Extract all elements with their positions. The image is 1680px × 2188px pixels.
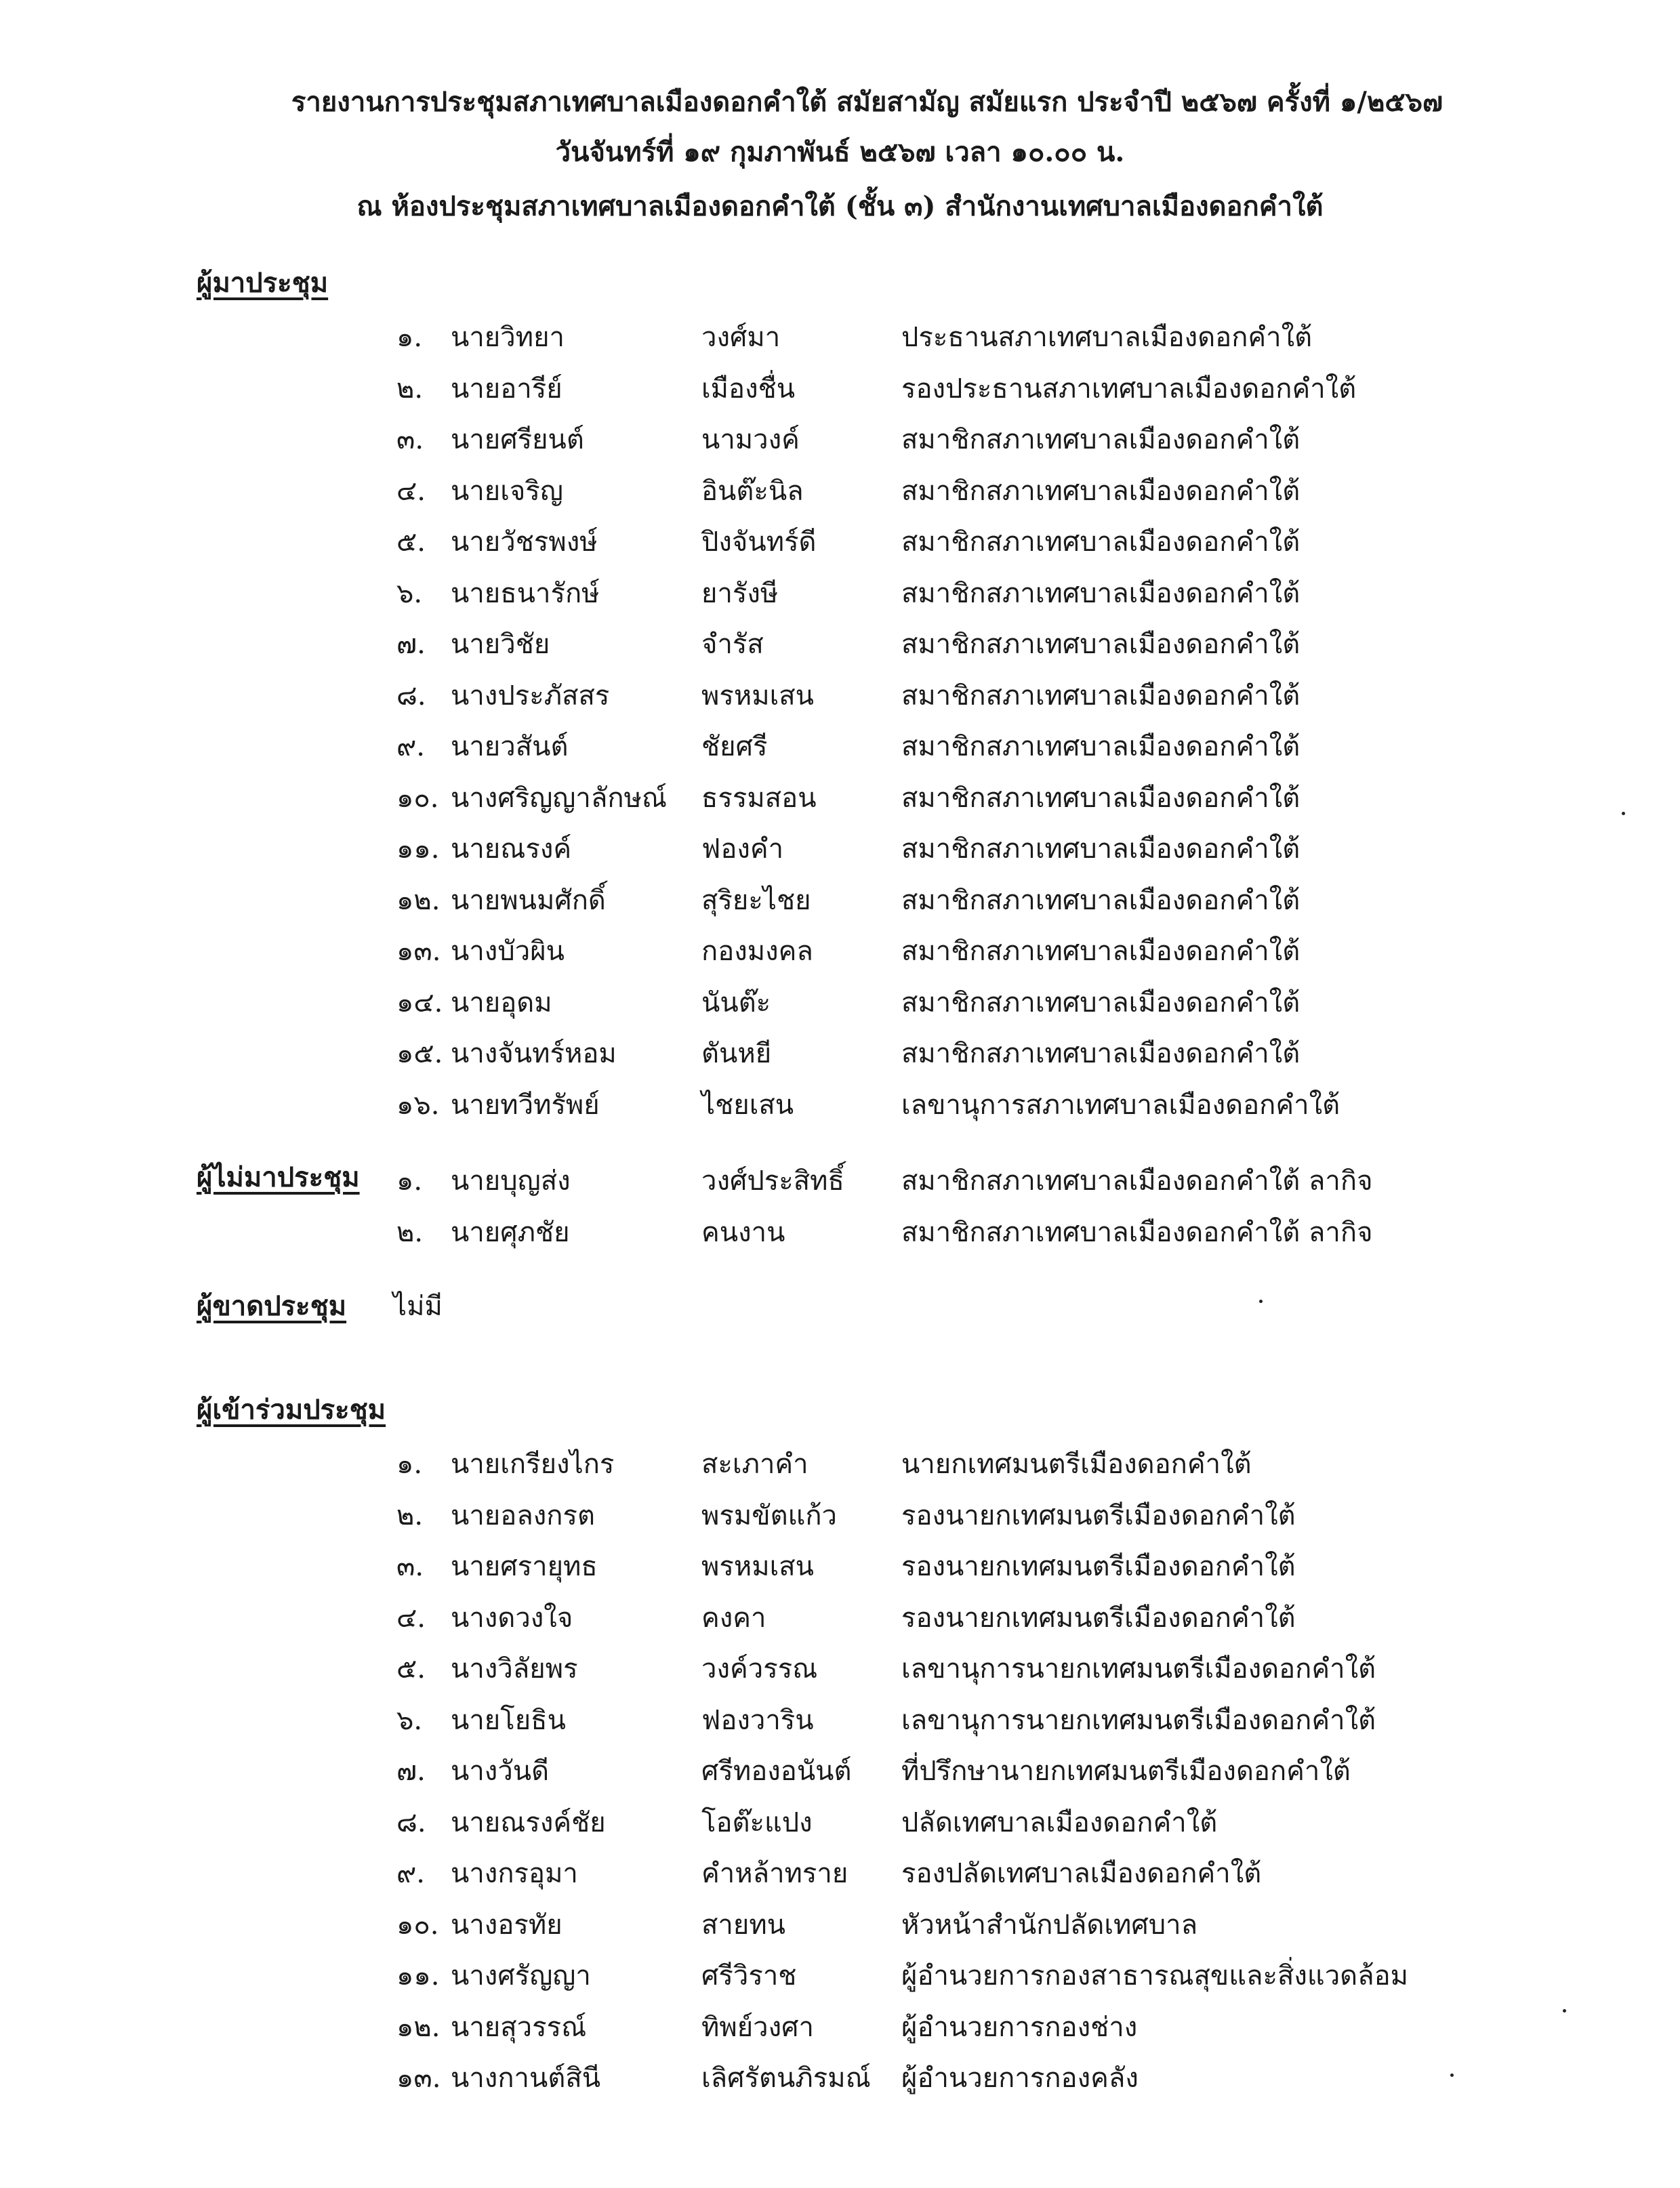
missing-value: ไม่มี bbox=[393, 1291, 443, 1322]
last-name: ทิพย์วงศา bbox=[701, 2011, 815, 2043]
first-name: นายพนมศักดิ์ bbox=[451, 884, 606, 916]
position-title: สมาชิกสภาเทศบาลเมืองดอกคำใต้ bbox=[901, 680, 1300, 711]
item-number: ๑๑. bbox=[396, 1960, 440, 1991]
position-title: สมาชิกสภาเทศบาลเมืองดอกคำใต้ bbox=[901, 629, 1300, 660]
first-name: นางศรัญญา bbox=[451, 1960, 591, 1991]
first-name: นายบุญส่ง bbox=[451, 1165, 571, 1197]
position-title: สมาชิกสภาเทศบาลเมืองดอกคำใต้ bbox=[901, 577, 1300, 609]
position-title: สมาชิกสภาเทศบาลเมืองดอกคำใต้ bbox=[901, 731, 1300, 762]
last-name: นามวงค์ bbox=[701, 424, 800, 455]
last-name: คนงาน bbox=[701, 1217, 785, 1248]
scan-speck bbox=[1450, 2073, 1454, 2077]
first-name: นายอารีย์ bbox=[451, 373, 562, 405]
position-title: นายกเทศมนตรีเมืองดอกคำใต้ bbox=[901, 1449, 1252, 1480]
first-name: นายณรงค์ชัย bbox=[451, 1807, 606, 1838]
last-name: คำหล้าทราย bbox=[701, 1858, 848, 1889]
last-name: ฟองวาริน bbox=[701, 1704, 814, 1736]
first-name: นายศรายุทธ bbox=[451, 1551, 598, 1582]
first-name: นางวันดี bbox=[451, 1756, 550, 1787]
last-name: วงค์วรรณ bbox=[701, 1653, 818, 1685]
item-number: ๑๐. bbox=[396, 1909, 439, 1941]
last-name: สะเภาคำ bbox=[701, 1449, 808, 1480]
first-name: นางดวงใจ bbox=[451, 1602, 573, 1634]
item-number: ๑. bbox=[396, 1449, 423, 1480]
position-title: สมาชิกสภาเทศบาลเมืองดอกคำใต้ bbox=[901, 1038, 1300, 1069]
item-number: ๔. bbox=[396, 1602, 426, 1634]
item-number: ๕. bbox=[396, 527, 426, 558]
position-title: เลขานุการสภาเทศบาลเมืองดอกคำใต้ bbox=[901, 1089, 1340, 1121]
item-number: ๑๒. bbox=[396, 2011, 441, 2043]
last-name: จำรัส bbox=[701, 629, 764, 660]
last-name: สุริยะไชย bbox=[701, 884, 811, 916]
last-name: สายทน bbox=[701, 1909, 786, 1941]
last-name: ปิงจันทร์ดี bbox=[701, 527, 817, 558]
first-name: นางกานต์สินี bbox=[451, 2063, 601, 2094]
position-title: สมาชิกสภาเทศบาลเมืองดอกคำใต้ bbox=[901, 884, 1300, 916]
position-title: สมาชิกสภาเทศบาลเมืองดอกคำใต้ ลากิจ bbox=[901, 1165, 1373, 1197]
position-title: สมาชิกสภาเทศบาลเมืองดอกคำใต้ ลากิจ bbox=[901, 1217, 1373, 1248]
meeting-date: วันจันทร์ที่ ๑๙ กุมภาพันธ์ ๒๕๖๗ เวลา ๑๐.๐๐ น. bbox=[555, 136, 1125, 168]
position-title: สมาชิกสภาเทศบาลเมืองดอกคำใต้ bbox=[901, 782, 1300, 814]
last-name: พรหมเสน bbox=[701, 1551, 815, 1582]
position-title: เลขานุการนายกเทศมนตรีเมืองดอกคำใต้ bbox=[901, 1704, 1376, 1736]
last-name: เมืองชื่น bbox=[701, 373, 796, 405]
last-name: อินต๊ะนิล bbox=[701, 475, 804, 507]
first-name: นายวสันต์ bbox=[451, 731, 569, 762]
item-number: ๗. bbox=[396, 629, 426, 660]
first-name: นายณรงค์ bbox=[451, 833, 572, 865]
item-number: ๔. bbox=[396, 475, 426, 507]
item-number: ๙. bbox=[396, 1858, 426, 1889]
first-name: นางประภัสสร bbox=[451, 680, 610, 711]
first-name: นายเจริญ bbox=[451, 475, 563, 507]
first-name: นายโยธิน bbox=[451, 1704, 566, 1736]
meeting-location: ณ ห้องประชุมสภาเทศบาลเมืองดอกคำใต้ (ชั้น ๓) สำนักงานเทศบาลเมืองดอกคำใต้ bbox=[356, 190, 1324, 222]
position-title: ที่ปรึกษานายกเทศมนตรีเมืองดอกคำใต้ bbox=[901, 1756, 1351, 1787]
last-name: ตันหยี bbox=[701, 1038, 772, 1069]
position-title: รองประธานสภาเทศบาลเมืองดอกคำใต้ bbox=[901, 373, 1357, 405]
last-name: โอต๊ะแปง bbox=[701, 1807, 813, 1838]
item-number: ๑๓. bbox=[396, 936, 441, 967]
first-name: นางบัวผิน bbox=[451, 936, 565, 967]
item-number: ๗. bbox=[396, 1756, 426, 1787]
position-title: ผู้อำนวยการกองคลัง bbox=[901, 2063, 1139, 2094]
first-name: นายอลงกรต bbox=[451, 1500, 595, 1531]
position-title: สมาชิกสภาเทศบาลเมืองดอกคำใต้ bbox=[901, 424, 1300, 455]
last-name: วงศ์มา bbox=[701, 322, 781, 353]
attendees-title: ผู้มาประชุม bbox=[197, 267, 329, 299]
item-number: ๑. bbox=[396, 322, 423, 353]
item-number: ๘. bbox=[396, 680, 426, 711]
last-name: เลิศรัตนภิรมณ์ bbox=[701, 2063, 871, 2094]
first-name: นายอุดม bbox=[451, 987, 552, 1018]
last-name: ฟองคำ bbox=[701, 833, 784, 865]
position-title: ประธานสภาเทศบาลเมืองดอกคำใต้ bbox=[901, 322, 1313, 353]
last-name: พรมขัตแก้ว bbox=[701, 1500, 837, 1531]
missing-title: ผู้ขาดประชุม bbox=[197, 1290, 347, 1322]
position-title: รองปลัดเทศบาลเมืองดอกคำใต้ bbox=[901, 1858, 1262, 1889]
item-number: ๑๖. bbox=[396, 1089, 440, 1121]
scan-speck bbox=[1563, 2009, 1566, 2012]
first-name: นายวิทยา bbox=[451, 322, 565, 353]
position-title: เลขานุการนายกเทศมนตรีเมืองดอกคำใต้ bbox=[901, 1653, 1376, 1685]
first-name: นายธนารักษ์ bbox=[451, 577, 600, 609]
absent-title: ผู้ไม่มาประชุม bbox=[197, 1161, 360, 1193]
last-name: ศรีทองอนันต์ bbox=[701, 1756, 852, 1787]
item-number: ๒. bbox=[396, 1500, 424, 1531]
position-title: สมาชิกสภาเทศบาลเมืองดอกคำใต้ bbox=[901, 475, 1300, 507]
last-name: นันต๊ะ bbox=[701, 987, 771, 1018]
last-name: วงศ์ประสิทธิ์ bbox=[701, 1165, 844, 1197]
first-name: นางจันทร์หอม bbox=[451, 1038, 617, 1069]
position-title: รองนายกเทศมนตรีเมืองดอกคำใต้ bbox=[901, 1500, 1296, 1531]
item-number: ๑๓. bbox=[396, 2063, 441, 2094]
first-name: นายวิชัย bbox=[451, 629, 550, 660]
last-name: ศรีวิราช bbox=[701, 1960, 797, 1991]
position-title: สมาชิกสภาเทศบาลเมืองดอกคำใต้ bbox=[901, 936, 1300, 967]
scan-speck bbox=[1622, 812, 1625, 815]
first-name: นายศรียนต์ bbox=[451, 424, 584, 455]
participants-title: ผู้เข้าร่วมประชุม bbox=[197, 1394, 386, 1426]
item-number: ๓. bbox=[396, 424, 424, 455]
item-number: ๕. bbox=[396, 1653, 426, 1685]
first-name: นางศริญญาลักษณ์ bbox=[451, 782, 668, 814]
first-name: นายทวีทรัพย์ bbox=[451, 1089, 600, 1121]
item-number: ๑๕. bbox=[396, 1038, 443, 1069]
item-number: ๑๑. bbox=[396, 833, 440, 865]
item-number: ๘. bbox=[396, 1807, 426, 1838]
item-number: ๖. bbox=[396, 577, 423, 609]
last-name: ยารังษี bbox=[701, 577, 779, 609]
position-title: รองนายกเทศมนตรีเมืองดอกคำใต้ bbox=[901, 1602, 1296, 1634]
item-number: ๑๐. bbox=[396, 782, 439, 814]
first-name: นายศุภชัย bbox=[451, 1217, 570, 1248]
first-name: นางกรอุมา bbox=[451, 1858, 578, 1889]
first-name: นายสุวรรณ์ bbox=[451, 2011, 587, 2043]
item-number: ๙. bbox=[396, 731, 426, 762]
item-number: ๑๒. bbox=[396, 884, 441, 916]
first-name: นางวิลัยพร bbox=[451, 1653, 578, 1685]
last-name: กองมงคล bbox=[701, 936, 813, 967]
position-title: สมาชิกสภาเทศบาลเมืองดอกคำใต้ bbox=[901, 527, 1300, 558]
position-title: ปลัดเทศบาลเมืองดอกคำใต้ bbox=[901, 1807, 1218, 1838]
item-number: ๑. bbox=[396, 1165, 423, 1197]
position-title: สมาชิกสภาเทศบาลเมืองดอกคำใต้ bbox=[901, 833, 1300, 865]
item-number: ๓. bbox=[396, 1551, 424, 1582]
position-title: สมาชิกสภาเทศบาลเมืองดอกคำใต้ bbox=[901, 987, 1300, 1018]
last-name: พรหมเสน bbox=[701, 680, 815, 711]
document-title: รายงานการประชุมสภาเทศบาลเมืองดอกคำใต้ สมัยสามัญ สมัยแรก ประจำปี ๒๕๖๗ ครั้งที่ ๑/๒๕๖๗ bbox=[291, 86, 1443, 118]
first-name: นายวัชรพงษ์ bbox=[451, 527, 598, 558]
last-name: คงคา bbox=[701, 1602, 766, 1634]
item-number: ๒. bbox=[396, 373, 424, 405]
last-name: ไชยเสน bbox=[701, 1089, 794, 1121]
first-name: นายเกรียงไกร bbox=[451, 1449, 615, 1480]
last-name: ธรรมสอน bbox=[701, 782, 817, 814]
position-title: รองนายกเทศมนตรีเมืองดอกคำใต้ bbox=[901, 1551, 1296, 1582]
last-name: ชัยศรี bbox=[701, 731, 768, 762]
item-number: ๒. bbox=[396, 1217, 424, 1248]
first-name: นางอรทัย bbox=[451, 1909, 562, 1941]
position-title: ผู้อำนวยการกองช่าง bbox=[901, 2011, 1138, 2043]
position-title: ผู้อำนวยการกองสาธารณสุขและสิ่งแวดล้อม bbox=[901, 1960, 1409, 1991]
item-number: ๖. bbox=[396, 1704, 423, 1736]
item-number: ๑๔. bbox=[396, 987, 443, 1018]
position-title: หัวหน้าสำนักปลัดเทศบาล bbox=[901, 1909, 1198, 1941]
scan-speck bbox=[1259, 1300, 1263, 1303]
